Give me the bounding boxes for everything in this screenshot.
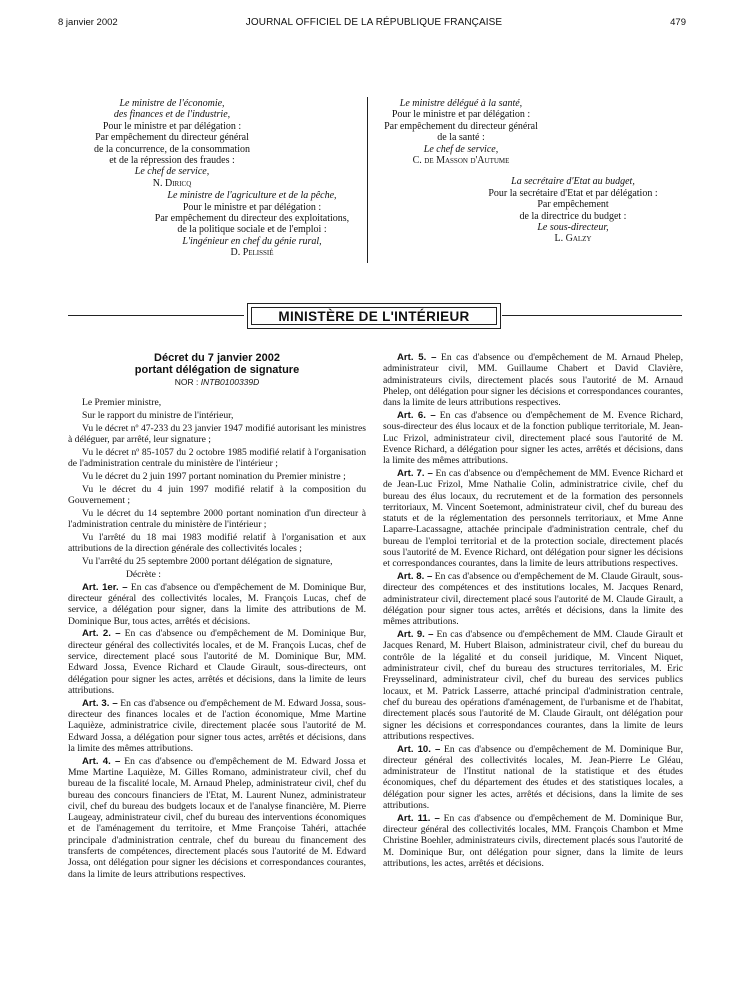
journal-title: JOURNAL OFFICIEL DE LA RÉPUBLIQUE FRANÇAISE	[245, 17, 503, 28]
article-label: Art. 6. –	[397, 409, 436, 421]
sig-line: de la santé :	[437, 132, 485, 144]
sig-line: La secrétaire d'Etat au budget,	[511, 176, 635, 188]
sig-line: Pour le ministre et par délégation :	[182, 201, 322, 213]
sig-line: Par empêchement	[537, 199, 609, 211]
sig-line: Par empêchement du directeur général	[95, 132, 249, 144]
article	[383, 352, 683, 408]
preamble-line: Vu le décret du 4 juin 1997 modifié relatif à la composition du Gouvernement ;	[68, 483, 366, 507]
decree-column-left	[68, 352, 366, 881]
article	[383, 813, 683, 869]
sig-name: N. Diricq	[152, 177, 192, 189]
article-text: En cas d'absence ou d'empêchement de M. Dominique Bur, directeur général des collectivités locales, M. François Lucas, chef de service, a délégation pour signer, dans la limite des attributions de M. Dominique Bur, tous actes, arrêtés et décisions.	[68, 581, 367, 627]
preamble-line: Vu le décret nº 47-233 du 23 janvier 1947 modifié autorisant les ministres à déléguer, par arrêté, leur signature ;	[68, 422, 366, 446]
sig-name: C. de Masson d'Autume	[412, 155, 510, 167]
article	[68, 628, 366, 696]
nor-code: INTB0100339D	[200, 377, 260, 387]
ministry-title: MINISTÈRE DE L'INTÉRIEUR	[251, 307, 497, 325]
sig-line: Pour le ministre et par délégation :	[102, 120, 242, 132]
article-text: En cas d'absence ou d'empêchement de M. Evence Richard, sous-directeur des élus locaux et de la fonction publique territoriale, M. Jean-Luc Frizol, administrateur civil, directement placé sous l'autorité de M. Evence Richard, a délégation pour signer les actes, arrêtés et décisions, dans la limite des mêmes attributions.	[383, 409, 683, 467]
banner-rule-right	[502, 315, 682, 316]
article-text: En cas d'absence ou d'empêchement de M. Edward Jossa et Mme Martine Laquièze, M. Gilles Romano, administrateur civil, chef du bureau de la fiscalité locale, M. Arnaud Phelep, administrateur civil, chef du bureau des concours financiers de l'Etat, M. Laurent Nunez, administrateur civil, chef du bureau des budgets locaux et de l'analyse financière, M. Pierre Laugeay, administrateur civil, chef du bureau des interventions économiques et de l'aménagement du territoire, et Mme Françoise Tahéri, attachée principale d'administration centrale, chef du bureau du financement des transferts de compétences, directement placés sous l'autorité de M. Edward Jossa, ont délégation pour signer les décisions et correspondances courantes, dans la limite de leurs attributions respectives.	[68, 755, 366, 880]
article-label: Art. 11. –	[397, 812, 440, 824]
article	[383, 571, 683, 627]
sig-line: des finances et de l'industrie,	[113, 109, 231, 121]
article-text: En cas d'absence ou d'empêchement de M. Arnaud Phelep, administrateur civil, MM. Guillaume Chabert et David Clavière, administrateurs civils, directement placés sous l'autorité de M. Arnaud Phelep, ont délégation pour signer les décisions et correspondances courantes, dans la limite de leurs attributions respectives.	[383, 352, 683, 409]
preamble-line: Vu le décret du 2 juin 1997 portant nomination du Premier ministre ;	[82, 471, 346, 483]
article-label: Art. 3. –	[82, 697, 118, 709]
preamble-line: Le Premier ministre,	[82, 397, 162, 409]
article-label: Art. 2. –	[82, 628, 121, 640]
article-label: Art. 4. –	[82, 755, 121, 767]
article-text: En cas d'absence ou d'empêchement de M. Dominique Bur, directeur général des collectivités locales, MM. François Chambon et Mme Christine Boehler, administrateurs civils, directement placés sous l'autorité de M. Dominique Bur, ont délégation pour signer, dans la limite de leurs attributions, les actes, arrêtés et décisions.	[383, 812, 684, 870]
preamble-line: Vu l'arrêté du 25 septembre 2000 portant délégation de signature,	[82, 556, 333, 568]
decrete-line: Décrète :	[126, 568, 161, 580]
column-divider	[367, 97, 368, 263]
article	[68, 582, 366, 627]
sig-line: et de la répression des fraudes :	[109, 155, 235, 167]
article-label: Art. 1er. –	[82, 581, 128, 593]
sig-line: Par empêchement du directeur général	[384, 120, 538, 132]
nor-label: NOR :	[174, 377, 201, 387]
sig-line: Le ministre de l'économie,	[119, 98, 225, 109]
preamble-line: Vu le décret nº 85-1057 du 2 octobre 1985 modifié relatif à l'organisation de l'administration centrale du ministère de l'intérieur ;	[68, 446, 366, 470]
article-text: En cas d'absence ou d'empêchement de M. Edward Jossa, sous-directeur des finances locales et de l'action économique, Mme Martine Laquièze, administratrice civile, directement placée sous l'autorité de M. Edward Jossa, a délégation pour signer tous actes, arrêtés et décisions, dans la limite des mêmes attributions.	[68, 697, 366, 754]
article	[68, 698, 366, 754]
preamble-line: Sur le rapport du ministre de l'intérieur,	[82, 410, 234, 422]
article-label: Art. 5. –	[397, 352, 437, 363]
article-label: Art. 8. –	[397, 571, 433, 583]
sig-line: Par empêchement du directeur des exploitations,	[154, 213, 350, 225]
article-label: Art. 7. –	[397, 467, 433, 479]
signature-left	[58, 98, 358, 259]
sig-line: Pour le ministre et par délégation :	[391, 109, 531, 121]
sig-line: Le chef de service,	[134, 166, 210, 178]
sig-line: Le chef de service,	[423, 143, 499, 155]
article	[383, 468, 683, 570]
sig-name: L. Galzy	[554, 233, 592, 245]
article	[383, 410, 683, 466]
sig-line: Le sous-directeur,	[537, 222, 609, 234]
ministry-banner	[247, 303, 501, 329]
article-text: En cas d'absence ou d'empêchement de MM. Claude Girault et Jacques Renard, M. Hubert Blaison, administrateur civil, chef du bureau du contrôle de la légalité et du conseil juridique, M. Vincent Niquet, administrateur civil, chef du bureau des structures territoriales, M. Eric Freysselinard, administrateur civil, chef du bureau des services publics locaux, et M. Patrick Lasserre, attaché principal d'administration centrale, chef du bureau des opérations d'aménagement, de l'urbanisme et de l'habitat, directement placés sous l'autorité de M. Claude Girault, ont délégation pour signer les décisions et correspondances courantes, dans la limite de leurs attributions respectives.	[383, 629, 683, 742]
article-label: Art. 9. –	[397, 629, 434, 641]
article	[383, 629, 683, 742]
banner-rule-left	[68, 315, 244, 316]
decree-title: Décret du 7 janvier 2002	[154, 352, 280, 364]
sig-line: Pour la secrétaire d'Etat et par délégation :	[488, 187, 658, 199]
header-date: 8 janvier 2002	[58, 17, 118, 28]
sig-line: de la politique sociale et de l'emploi :	[177, 224, 327, 236]
page-number: 479	[670, 17, 686, 28]
article	[383, 744, 683, 812]
sig-line: Le ministre délégué à la santé,	[399, 98, 523, 109]
article-text: En cas d'absence ou d'empêchement de M. Claude Girault, sous-directeur des compétences et des institutions locales, M. Jacques Renard, administrateur civil, directement placé sous l'autorité de M. Claude Girault, a délégation pour signer tous actes, arrêtés et décisions, dans la limite des mêmes attributions.	[383, 571, 683, 628]
sig-line: de la concurrence, de la consommation	[93, 143, 251, 155]
sig-line: L'ingénieur en chef du génie rural,	[182, 235, 322, 247]
page-header	[0, 0, 748, 30]
article	[68, 756, 366, 880]
nor-reference	[68, 377, 366, 388]
signature-right	[372, 98, 692, 245]
article-text: En cas d'absence ou d'empêchement de M. Dominique Bur, directeur général des collectivités locales, M. Jean-Pierre Le Gléau, administrateur de l'Institut national de la statistique et des études économiques, chef du département des études et des statistiques locales, a délégation pour signer les actes, arrêtés et décisions, dans la limite de ses attributions.	[383, 743, 683, 812]
sig-line: de la directrice du budget :	[519, 210, 627, 222]
article-label: Art. 10. –	[397, 743, 441, 755]
sig-line: Le ministre de l'agriculture et de la pêche,	[167, 190, 337, 202]
decree-subtitle: portant délégation de signature	[134, 364, 300, 376]
decree-column-right	[383, 352, 683, 871]
preamble-line: Vu l'arrêté du 18 mai 1983 modifié relatif à l'organisation et aux attributions de la direction générale des collectivités locales ;	[68, 532, 366, 555]
article-text: En cas d'absence ou d'empêchement de MM. Evence Richard et de Jean-Luc Frizol, Mme Nathalie Colin, administratrice civile, chef du bureau des élus locaux, du recrutement et de la formation des personnels territoriaux, M. Vincent Soetemont, administrateur civil, chef du bureau des statuts et de la réglementation des personnels territoriaux, et Mme Anne Laparre-Lacassagne, attachée principale d'administration centrale, chef du bureau de l'emploi territorial et de la protection sociale, directement placés sous l'autorité de M. Evence Richard, ont délégation pour signer les décisions et correspondances courantes, dans la limite de leurs attributions respectives.	[383, 467, 683, 570]
preamble-line: Vu le décret du 14 septembre 2000 portant nomination d'un directeur à l'administration centrale du ministère de l'intérieur ;	[68, 507, 366, 531]
sig-name: D. Pelissié	[230, 247, 274, 259]
article-text: En cas d'absence ou d'empêchement de M. Dominique Bur, directeur général des collectivités locales, et de M. François Lucas, chef de service, directement placé sous l'autorité de M. Dominique Bur, MM. Edward Jossa, Evence Richard et Claude Girault, sous-directeurs, ont délégation pour signer les actes, arrêtés et décisions, dans la limite de leurs attributions.	[68, 628, 366, 696]
